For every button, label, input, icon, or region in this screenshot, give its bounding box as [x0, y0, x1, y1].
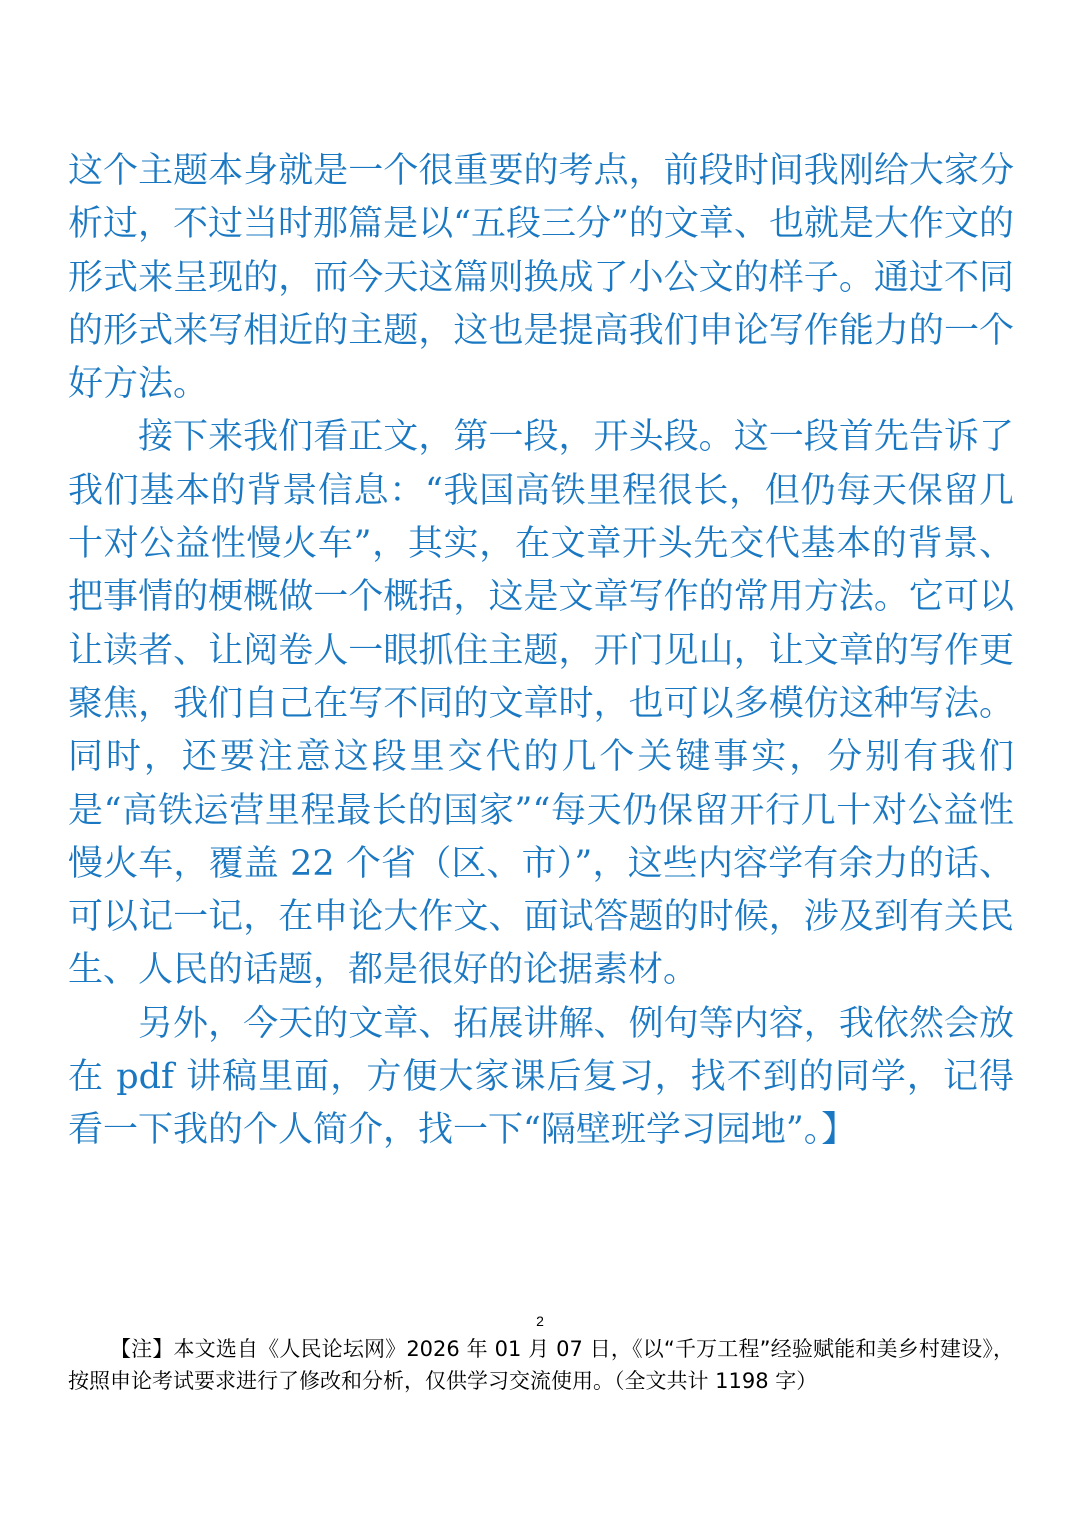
body-paragraph-1: 这个主题本身就是一个很重要的考点，前段时间我刚给大家分析过，不过当时那篇是以“五段三分”的文章、也就是大作文的形式来呈现的，而今天这篇则换成了小公文的样子。通过不同的形式来写相近的主题，这也是提高我们申论写作能力的一个好方法。 — [68, 151, 1014, 405]
article-body — [68, 145, 1014, 1158]
body-paragraph-2: 接下来我们看正文，第一段，开头段。这一段首先告诉了我们基本的背景信息：“我国高铁里程很长，但仍每天保留几十对公益性慢火车”，其实，在文章开头先交代基本的背景、把事情的梗概做一个概括，这是文章写作的常用方法。它可以让读者、让阅卷人一眼抓住主题，开门见山，让文章的写作更聚焦，我们自己在写不同的文章时，也可以多模仿这种写法。同时，还要注意这段里交代的几个关键事实，分别有我们是“高铁运营里程最长的国家”“每天仍保留开行几十对公益性慢火车，覆盖 22 个省（区、市）”，这些内容学有余力的话、可以记一记，在申论大作文、面试答题的时候，涉及到有关民生、人民的话题，都是很好的论据素材。 — [68, 417, 1014, 991]
source-footnote: 【注】本文选自《人民论坛网》2026 年 01 月 07 日，《以“千万工程”经验赋能和美乡村建设》，按照申论考试要求进行了修改和分析，仅供学习交流使用。（全文共计 1198 字） — [68, 1337, 1014, 1393]
body-paragraph-3: 另外，今天的文章、拓展讲解、例句等内容，我依然会放在 pdf 讲稿里面，方便大家课后复习，找不到的同学，记得看一下我的个人简介，找一下“隔壁班学习园地”。】 — [68, 1003, 1014, 1151]
page-number: 2 — [536, 1313, 544, 1329]
